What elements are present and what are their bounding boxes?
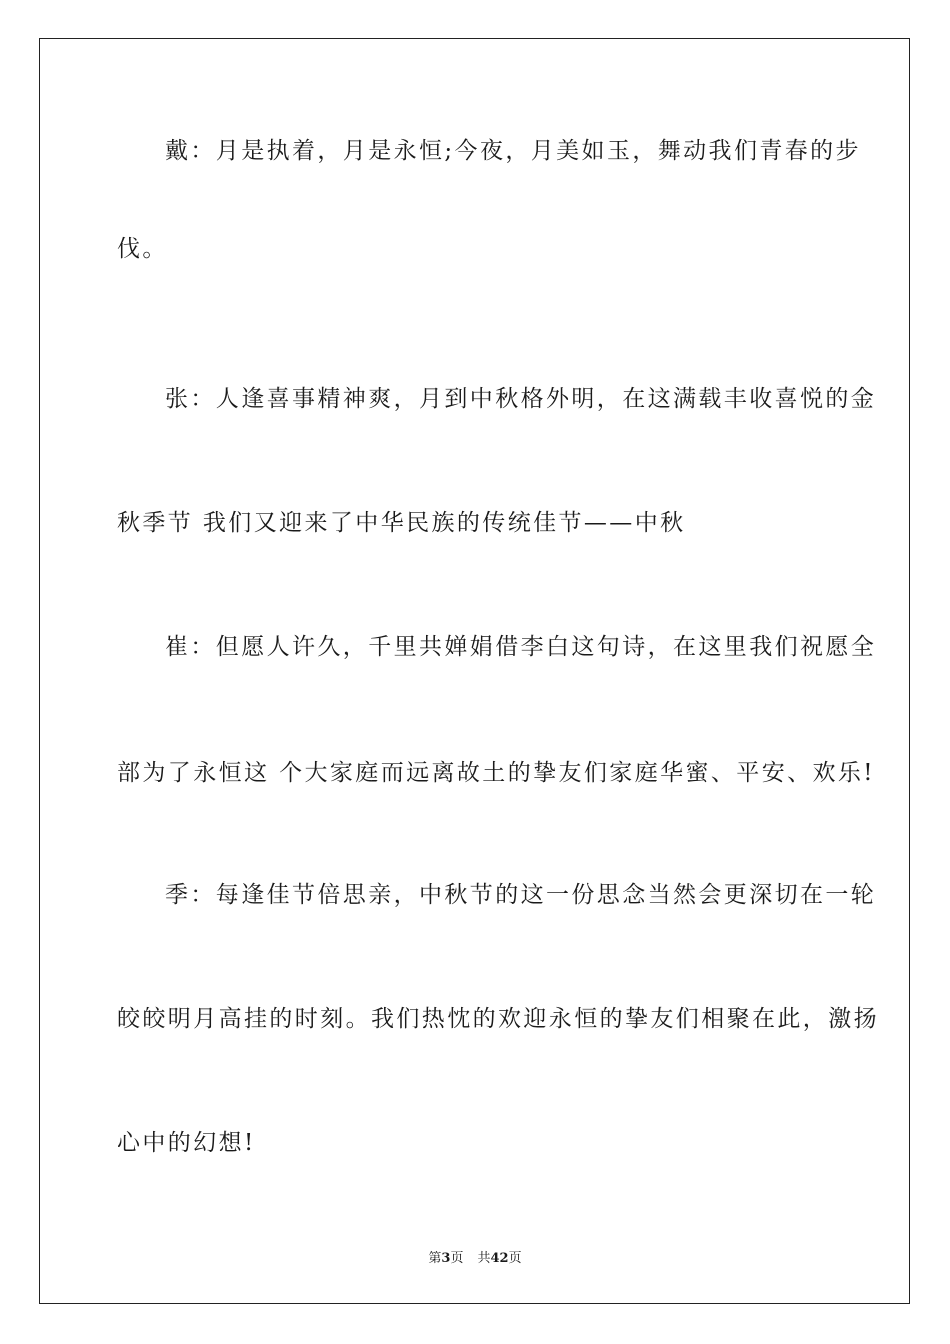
page-border [39, 38, 910, 1304]
paragraph-4-line-2: 皎皎明月高挂的时刻。我们热忱的欢迎永恒的挚友们相聚在此，激扬 [117, 1006, 879, 1032]
paragraph-1-line-2: 伐。 [117, 236, 168, 262]
paragraph-3-line-2: 部为了永恒这 个大家庭而远离故土的挚友们家庭华蜜、平安、欢乐! [117, 760, 875, 786]
paragraph-4-line-1: 季：每逢佳节倍思亲，中秋节的这一份思念当然会更深切在一轮 [165, 882, 877, 908]
total-suffix: 页 [508, 1251, 522, 1266]
paragraph-2-line-1: 张：人逢喜事精神爽，月到中秋格外明，在这满载丰收喜悦的金 [165, 386, 877, 412]
total-prefix: 共 [477, 1251, 491, 1266]
paragraph-2-line-2: 秋季节 我们又迎来了中华民族的传统佳节——中秋 [117, 510, 686, 536]
page-prefix: 第 [428, 1251, 442, 1266]
page-number: 3 [441, 1251, 451, 1266]
page-footer [0, 1247, 950, 1266]
paragraph-4-line-3: 心中的幻想! [117, 1130, 256, 1156]
page-suffix: 页 [450, 1251, 464, 1266]
total-pages: 42 [490, 1251, 509, 1266]
paragraph-3-line-1: 崔：但愿人许久，千里共婵娟借李白这句诗，在这里我们祝愿全 [165, 634, 877, 660]
paragraph-1-line-1: 戴：月是执着，月是永恒;今夜，月美如玉，舞动我们青春的步 [165, 138, 861, 164]
